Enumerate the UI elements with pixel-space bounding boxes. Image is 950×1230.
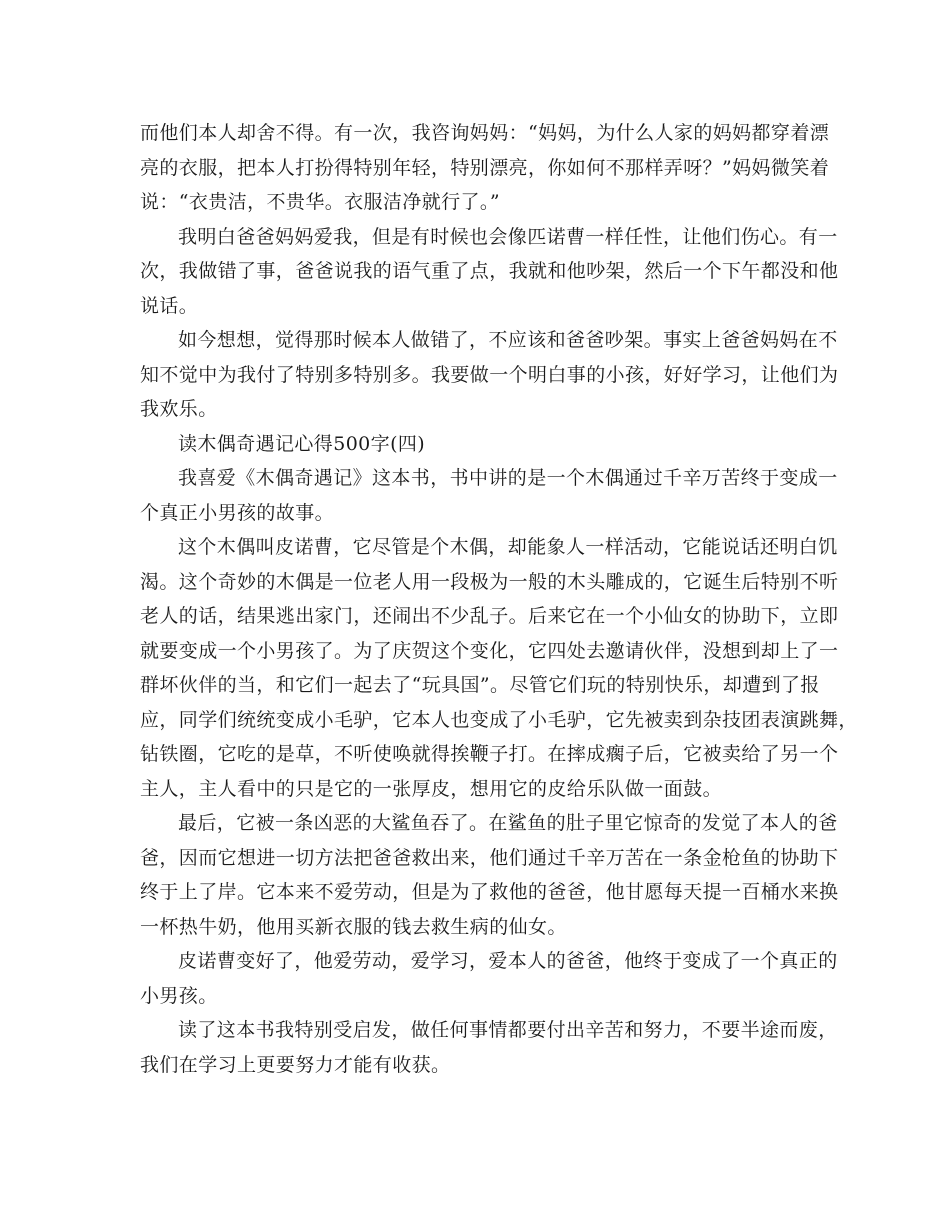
text-line: 钻铁圈，它吃的是草，不听使唤就得挨鞭子打。在摔成瘸子后，它被卖给了另一个 [140, 743, 839, 765]
text-line: 皮诺曹变好了，他爱劳动，爱学习，爱本人的爸爸，他终于变成了一个真正的 [178, 950, 838, 972]
text-line: 知不觉中为我付了特别多特别多。我要做一个明白事的小孩，好好学习，让他们为 [140, 363, 839, 386]
paragraph-4 [140, 461, 838, 530]
paragraph-6 [140, 806, 839, 944]
text-line: 这个木偶叫皮诺曹，它尽管是个木偶，却能象人一样活动，它能说话还明白饥 [178, 536, 838, 558]
paragraph-5 [140, 530, 858, 806]
text-line: 小男孩。 [140, 984, 218, 1007]
text-line: 说话。 [140, 294, 199, 317]
text-line: 读了这本书我特别受启发，做任何事情都要付出辛苦和努力，不要半途而废， [178, 1019, 838, 1041]
text-line: 而他们本人却舍不得。有一次，我咨询妈妈：“妈妈，为什么人家的妈妈都穿着漂 [140, 122, 830, 144]
text-line: 最后，它被一条凶恶的大鲨鱼吞了。在鲨鱼的肚子里它惊奇的发觉了本人的爸 [178, 812, 838, 834]
text-line: 老人的话，结果逃出家门，还闹出不少乱子。后来它在一个小仙女的协助下，立即 [140, 605, 839, 627]
text-line: 亮的衣服，把本人打扮得特别年轻，特别漂亮，你如何不那样弄呀？”妈妈微笑着 [140, 156, 830, 179]
text-line: 爸，因而它想进一切方法把爸爸救出来，他们通过千辛万苦在一条金枪鱼的协助下 [140, 846, 839, 869]
text-line: 就要变成一个小男孩了。为了庆贺这个变化，它四处去邀请伙伴，没想到却上了一 [140, 639, 839, 662]
text-line: 个真正小男孩的故事。 [140, 501, 335, 524]
text-line: 我明白爸爸妈妈爱我，但是有时候也会像匹诺曹一样任性，让他们伤心。有一 [178, 225, 838, 248]
text-line: 如今想想，觉得那时候本人做错了，不应该和爸爸吵架。事实上爸爸妈妈在不 [178, 329, 838, 351]
text-line: 群坏伙伴的当，和它们一起去了“玩具国”。尽管它们玩的特别快乐，却遭到了报 [140, 674, 820, 696]
document-body [140, 116, 858, 1082]
paragraph-2 [140, 220, 839, 324]
paragraph-3 [140, 323, 839, 427]
paragraph-1 [140, 116, 830, 220]
text-line: 一杯热牛奶，他用买新衣服的钱去救生病的仙女。 [140, 915, 567, 938]
section-heading: 读木偶奇遇记心得500字(四) [178, 432, 426, 455]
text-line: 应，同学们统统变成小毛驴，它本人也变成了小毛驴，它先被卖到杂技团表演跳舞， [140, 708, 858, 731]
text-line: 我欢乐。 [140, 398, 218, 420]
text-line: 终于上了岸。它本来不爱劳动，但是为了救他的爸爸，他甘愿每天提一百桶水来换 [140, 881, 839, 903]
paragraph-7 [140, 944, 838, 1013]
text-line: 渴。这个奇妙的木偶是一位老人用一段极为一般的木头雕成的，它诞生后特别不听 [140, 570, 839, 593]
text-line: 我们在学习上更要努力才能有收获。 [140, 1053, 451, 1076]
paragraph-8 [140, 1013, 838, 1082]
text-line: 主人，主人看中的只是它的一张厚皮，想用它的皮给乐队做一面鼓。 [140, 777, 723, 800]
text-line: 说：“衣贵洁，不贵华。衣服洁净就行了。” [140, 191, 500, 213]
text-line: 次，我做错了事，爸爸说我的语气重了点，我就和他吵架，然后一个下午都没和他 [140, 260, 839, 282]
text-line: 我喜爱《木偶奇遇记》这本书，书中讲的是一个木偶通过千辛万苦终于变成一 [178, 467, 838, 489]
